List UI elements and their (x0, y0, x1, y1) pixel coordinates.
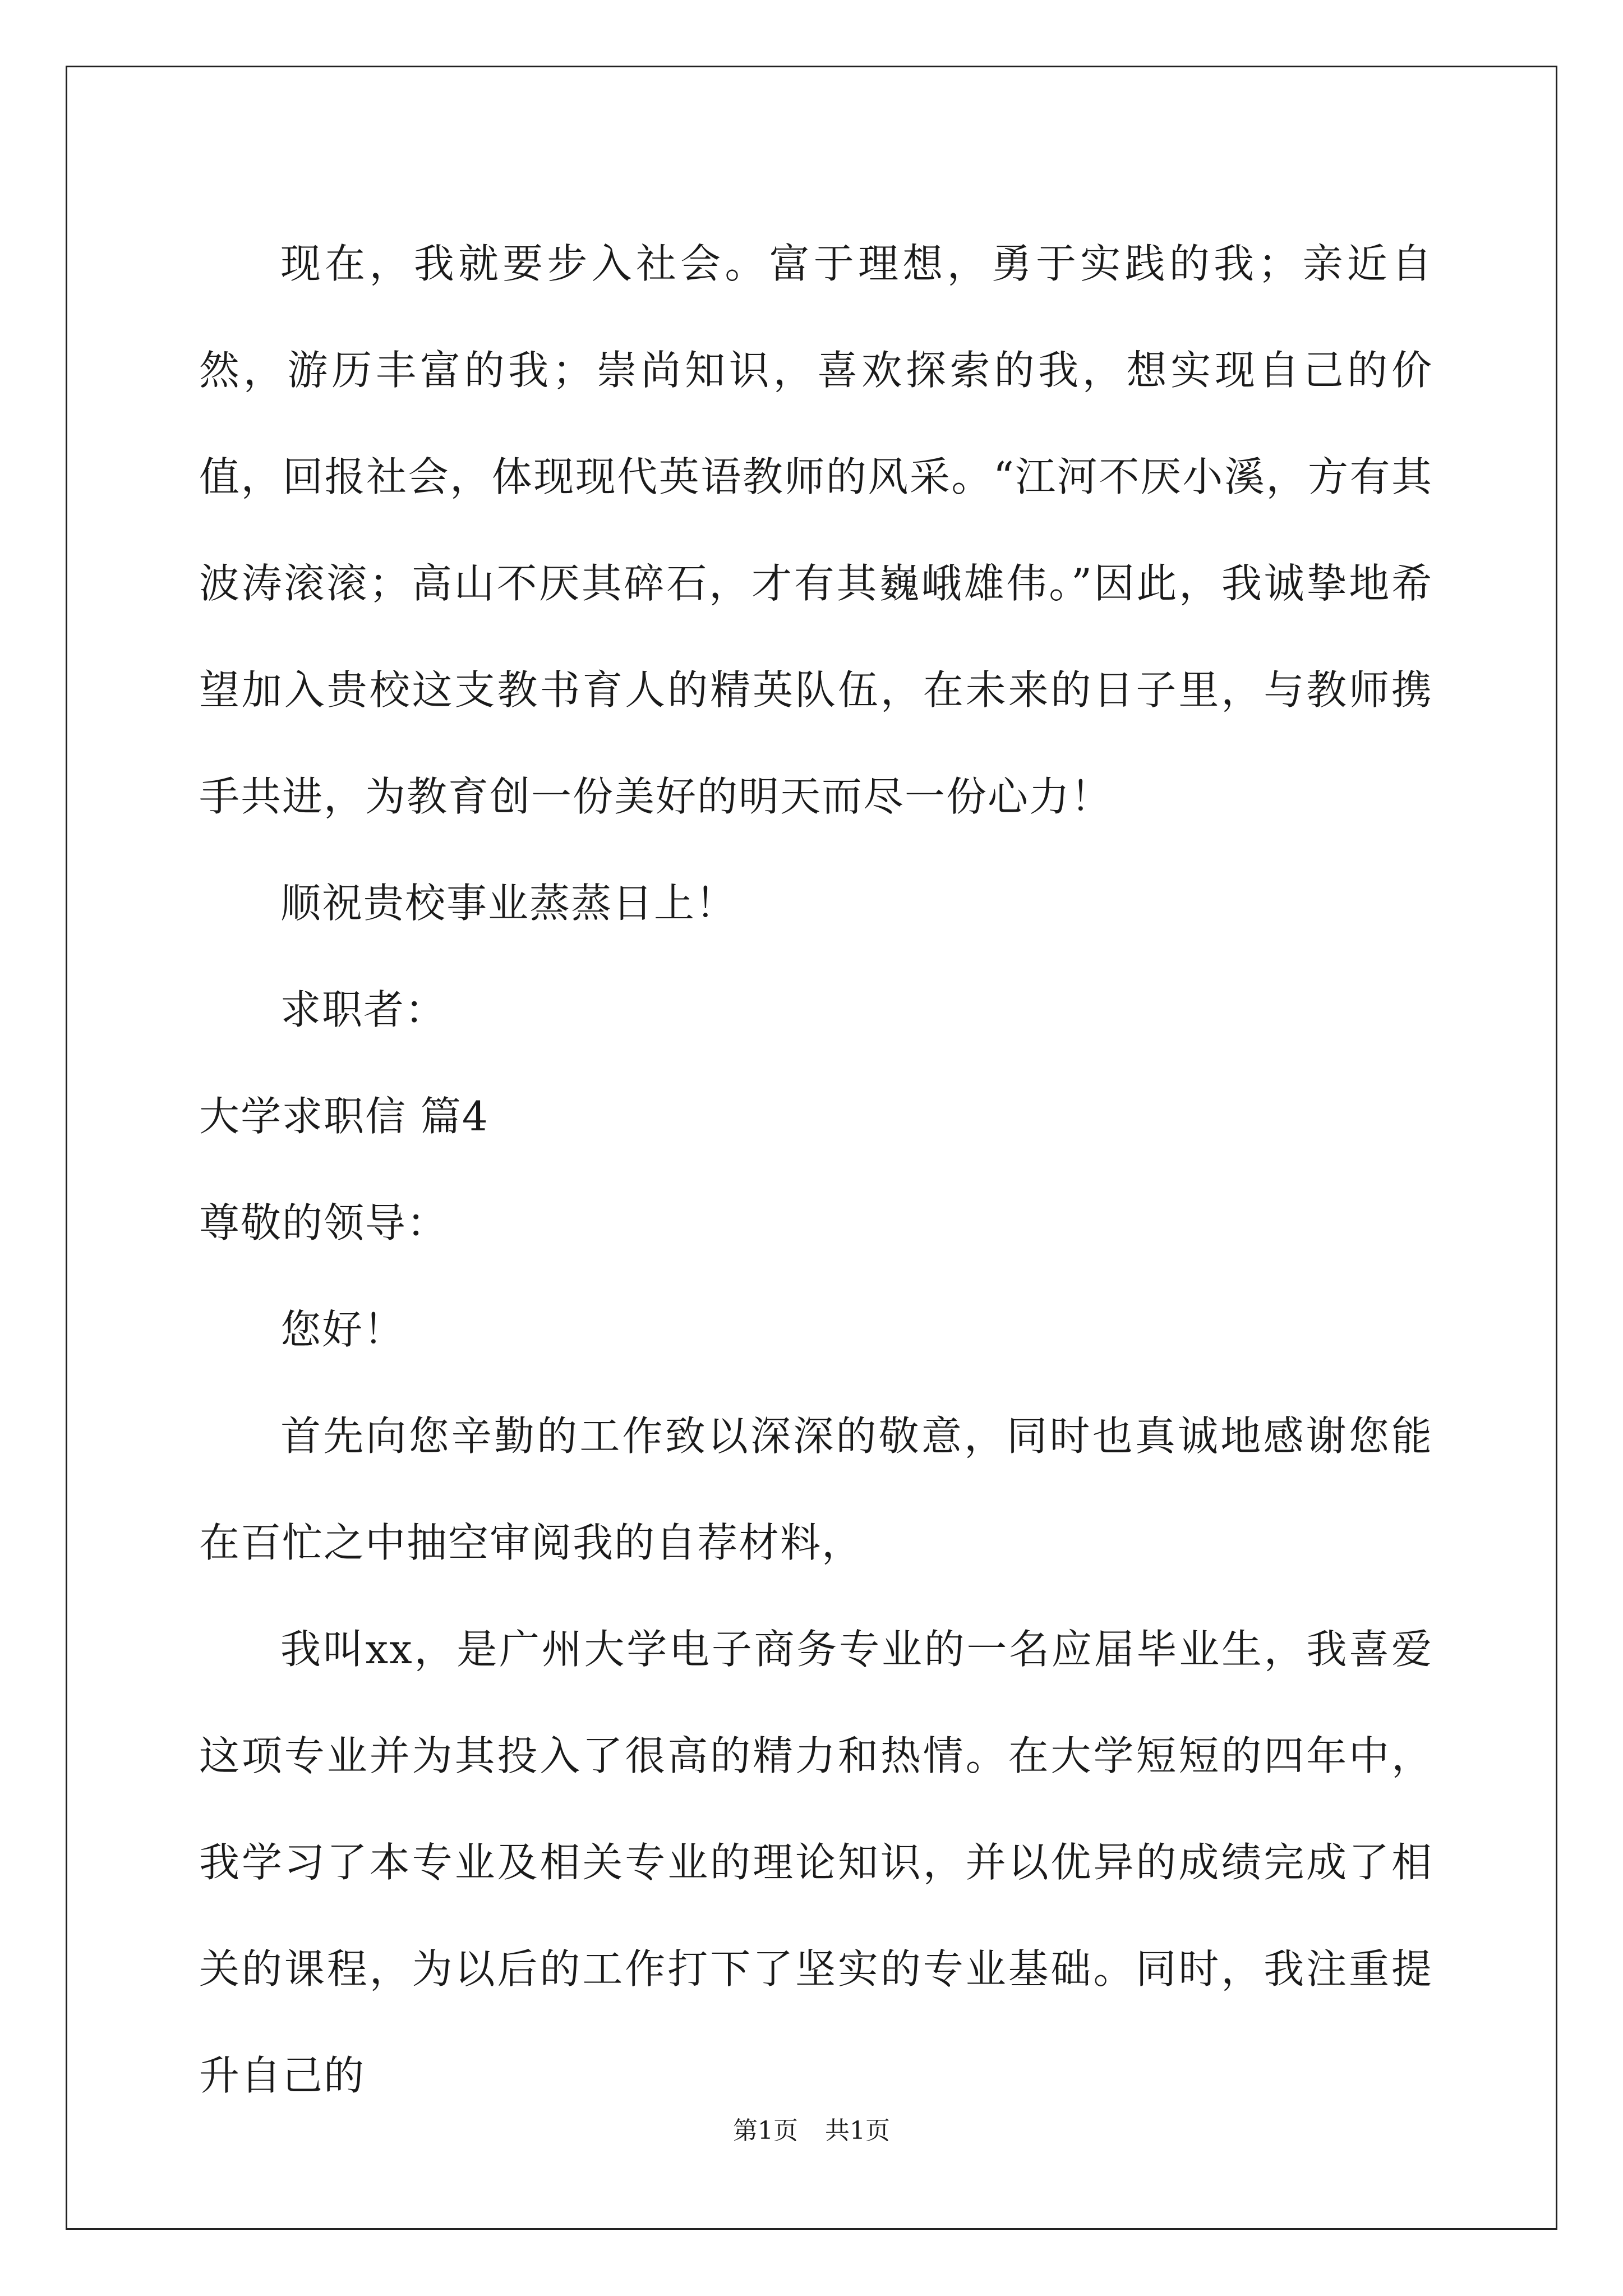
document-body (199, 210, 1433, 2129)
paragraph-introduction: 我叫xx，是广州大学电子商务专业的一名应届毕业生，我喜爱这项专业并为其投入了很高的精力和热情。在大学短短的四年中，我学习了本专业及相关专业的理论知识，并以优异的成绩完成了相关的课程，为以后的工作打下了坚实的专业基础。同时，我注重提升自己的 (199, 1626, 1433, 2099)
paragraph-closing-statement: 现在，我就要步入社会。富于理想，勇于实践的我；亲近自然，游历丰富的我；崇尚知识，喜欢探索的我，想实现自己的价值，回报社会，体现现代英语教师的风采。“江河不厌小溪，方有其波涛滚滚；高山不厌其碎石，才有其巍峨雄伟。”因此，我诚挚地希望加入贵校这支教书育人的精英队伍，在未来的日子里，与教师携手共进，为教育创一份美好的明天而尽一份心力！ (199, 240, 1433, 820)
paragraph-applicant: 求职者： (280, 986, 447, 1033)
paragraph-wishes: 顺祝贵校事业蒸蒸日上！ (280, 880, 737, 927)
paragraph-thanks: 首先向您辛勤的工作致以深深的敬意，同时也真诚地感谢您能在百忙之中抽空审阅我的自荐材料， (199, 1412, 1433, 1566)
greeting: 您好！ (280, 1306, 405, 1353)
page-number-total: 共1页 (825, 2116, 890, 2145)
page-footer (0, 2110, 1623, 2146)
section-heading: 大学求职信 篇4 (199, 1093, 489, 1140)
page-number-current: 第1页 (733, 2116, 798, 2145)
salutation: 尊敬的领导： (199, 1199, 449, 1246)
